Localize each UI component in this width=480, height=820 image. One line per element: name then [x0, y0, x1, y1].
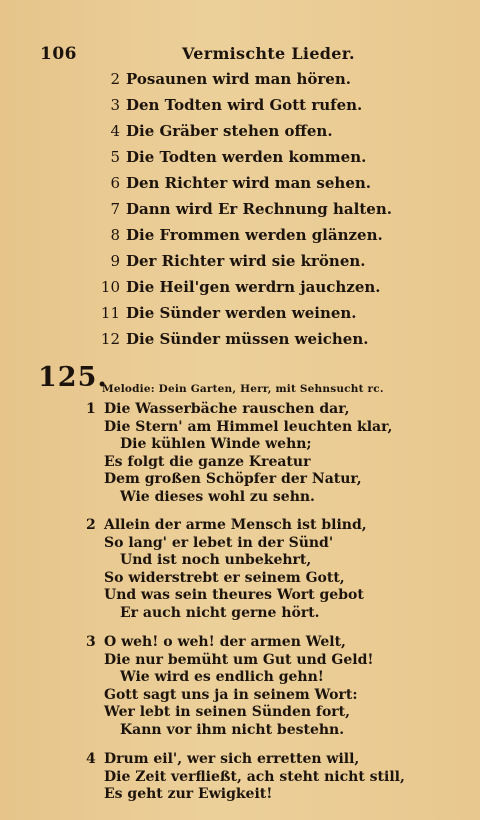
- verse-number: 4: [110, 122, 120, 140]
- stanza-line: Er auch nicht gerne hört.: [120, 604, 320, 621]
- stanza-line: Wie dieses wohl zu sehn.: [120, 488, 315, 505]
- verse-line: [90, 144, 430, 170]
- verse-number: 5: [110, 148, 120, 166]
- verse-number: 7: [110, 200, 120, 218]
- stanza-number: 4: [86, 751, 96, 767]
- page-number: 106: [40, 44, 77, 64]
- stanza-number: 2: [86, 517, 96, 533]
- verse-line: [90, 248, 430, 274]
- melody-line: Melodie: Dein Garten, Herr, mit Sehnsucht rc.: [102, 383, 384, 395]
- stanza-line: [86, 751, 406, 769]
- stanza-3: [86, 634, 406, 739]
- stanza-line: Und was sein theures Wort gebot: [104, 587, 364, 603]
- stanza-line: So widerstrebt er seinem Gott,: [104, 569, 345, 586]
- stanza-line: Die Stern' am Himmel leuchten klar,: [104, 418, 393, 435]
- verse-text: Den Richter wird man sehen.: [126, 174, 371, 192]
- stanza-2: [86, 517, 406, 622]
- verse-number: 8: [110, 226, 120, 244]
- verse-line: [90, 66, 430, 92]
- verse-text: Dann wird Er Rechnung halten.: [126, 200, 392, 218]
- stanza-line: Die nur bemüht um Gut und Geld!: [104, 651, 374, 668]
- verse-line: [90, 326, 430, 352]
- stanza-line: Kann vor ihm nicht bestehn.: [120, 721, 345, 738]
- verse-text: Den Todten wird Gott rufen.: [126, 96, 363, 114]
- stanza-1: [86, 401, 406, 506]
- verse-line: [90, 300, 430, 326]
- verse-number: 10: [100, 278, 120, 296]
- stanza-4: [86, 751, 406, 804]
- stanza-line: Es geht zur Ewigkeit!: [104, 786, 273, 802]
- hymn-number: 125.: [38, 362, 108, 393]
- page-header: [40, 44, 440, 68]
- verse-number: 3: [110, 96, 120, 114]
- verse-number: 9: [110, 252, 120, 270]
- verse-number: 12: [100, 330, 120, 348]
- verse-text: Die Frommen werden glänzen.: [126, 226, 383, 244]
- stanza-number: 3: [86, 634, 96, 650]
- stanza-line: [86, 634, 406, 652]
- verse-number: 11: [100, 304, 120, 322]
- verse-line: [90, 170, 430, 196]
- verse-number: 2: [110, 70, 120, 88]
- verse-line: [90, 222, 430, 248]
- stanza-line: [86, 401, 406, 419]
- running-title: Vermischte Lieder.: [182, 44, 355, 63]
- verse-number: 6: [110, 174, 120, 192]
- stanza-text: Allein der arme Mensch ist blind,: [104, 517, 367, 533]
- verse-text: Die Gräber stehen offen.: [126, 122, 333, 140]
- verse-text: Der Richter wird sie krönen.: [126, 252, 366, 270]
- verse-line: [90, 92, 430, 118]
- stanza-line: Die Zeit verfließt, ach steht nicht still,: [104, 768, 405, 785]
- verse-text: Die Todten werden kommen.: [126, 148, 367, 166]
- stanza-line: Dem großen Schöpfer der Natur,: [104, 471, 362, 487]
- stanza-number: 1: [86, 401, 96, 417]
- verse-text: Die Sünder müssen weichen.: [126, 330, 369, 348]
- verse-list: [90, 66, 430, 352]
- verse-text: Die Sünder werden weinen.: [126, 304, 357, 322]
- stanza-text: Drum eil', wer sich erretten will,: [104, 751, 360, 767]
- verse-line: [90, 274, 430, 300]
- stanza-line: [86, 517, 406, 535]
- stanza-line: Die kühlen Winde wehn;: [120, 436, 312, 452]
- stanza-line: Wer lebt in seinen Sünden fort,: [104, 704, 351, 720]
- stanza-text: O weh! o weh! der armen Welt,: [104, 634, 346, 650]
- stanza-line: Es folgt die ganze Kreatur: [104, 453, 311, 470]
- verse-line: [90, 196, 430, 222]
- stanza-line: Und ist noch unbekehrt,: [120, 552, 312, 568]
- stanza-line: Gott sagt uns ja in seinem Wort:: [104, 686, 358, 703]
- verse-line: [90, 118, 430, 144]
- stanza-line: So lang' er lebet in der Sünd': [104, 534, 334, 551]
- stanza-text: Die Wasserbäche rauschen dar,: [104, 401, 350, 417]
- verse-text: Posaunen wird man hören.: [126, 70, 351, 88]
- stanza-line: Wie wird es endlich gehn!: [120, 669, 324, 685]
- verse-text: Die Heil'gen werdrn jauchzen.: [126, 278, 381, 296]
